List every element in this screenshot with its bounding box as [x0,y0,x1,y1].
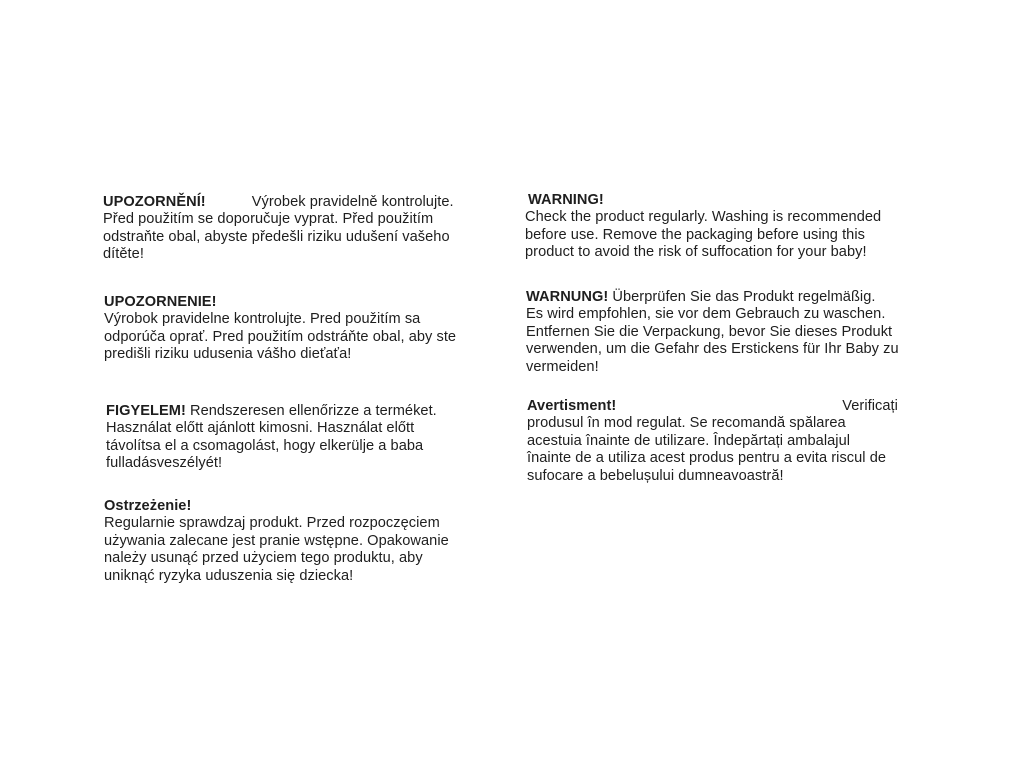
warning-text: acestuia înainte de utilizare. Îndepărtați ambalajul [527,432,851,449]
warning-block-ro [527,398,898,485]
warning-text: sufocare a bebelușului dumneavoastră! [527,467,784,484]
warning-title: UPOZORNĚNÍ! [103,194,206,210]
warning-text: odporúča oprať. Pred použitím odstráňte obal, aby ste [104,328,457,345]
warning-text: Használat előtt ajánlott kimosni. Használat előtt [106,420,415,437]
warning-block-pl [104,498,449,585]
warning-text: verwenden, um die Gefahr des Erstickens für Ihr Baby zu [526,341,899,358]
warning-text: produsul în mod regulat. Se recomandă spălarea [527,415,846,432]
first-line [103,194,454,211]
warning-block-de [526,289,899,376]
warning-text: product to avoid the risk of suffocation for your baby! [525,244,867,261]
warning-text: înainte de a utiliza acest produs pentru a evita riscul de [527,450,887,467]
warning-title: UPOZORNENIE! [104,294,217,310]
warning-text: Check the product regularly. Washing is recommended [525,209,882,226]
warning-text: uniknąć ryzyka uduszenia się dziecka! [104,567,354,584]
warning-text: before use. Remove the packaging before using this [525,226,865,243]
first-line [527,398,898,415]
warning-block-sk [104,294,456,364]
warning-text: należy usunąć przed użyciem tego produktu, aby [104,550,423,567]
warning-title: Avertisment! [527,398,617,414]
warning-text: Regularnie sprawdzaj produkt. Przed rozpoczęciem [104,515,440,532]
warning-text: dítěte! [103,246,144,263]
warning-title: FIGYELEM! [106,403,186,419]
warning-title: WARNING! [528,192,604,208]
warning-block-cs [103,194,454,264]
warning-text: Před použitím se doporučuje vyprat. Před použitím [103,211,434,228]
warning-text: Es wird empfohlen, sie vor dem Gebrauch zu waschen. [526,306,886,323]
warning-text: używania zalecane jest pranie wstępne. Opakowanie [104,532,449,549]
warning-block-en [525,192,881,262]
warning-title: Ostrzeżenie! [104,498,192,514]
warning-text: predišli riziku udusenia vášho dieťaťa! [104,346,352,363]
warning-text: Überprüfen Sie das Produkt regelmäßig. [612,289,876,305]
warning-title: WARNUNG! [526,289,609,305]
warning-text: Verificați [842,398,898,414]
first-line [526,289,899,306]
warning-text: Výrobok pravidelne kontrolujte. Pred použitím sa [104,311,421,328]
warning-block-hu [106,403,437,473]
warning-text: Rendszeresen ellenőrizze a terméket. [190,403,437,419]
warning-text: távolítsa el a csomagolást, hogy elkerülje a baba [106,437,424,454]
warning-text: Výrobek pravidelně kontrolujte. [251,194,454,210]
first-line [106,403,437,420]
warning-text: Entfernen Sie die Verpackung, bevor Sie dieses Produkt [526,323,893,340]
warning-text: vermeiden! [526,358,599,375]
warning-text: odstraňte obal, abyste předešli riziku udušení vašeho [103,228,450,245]
warning-text: fulladásveszélyét! [106,455,223,472]
